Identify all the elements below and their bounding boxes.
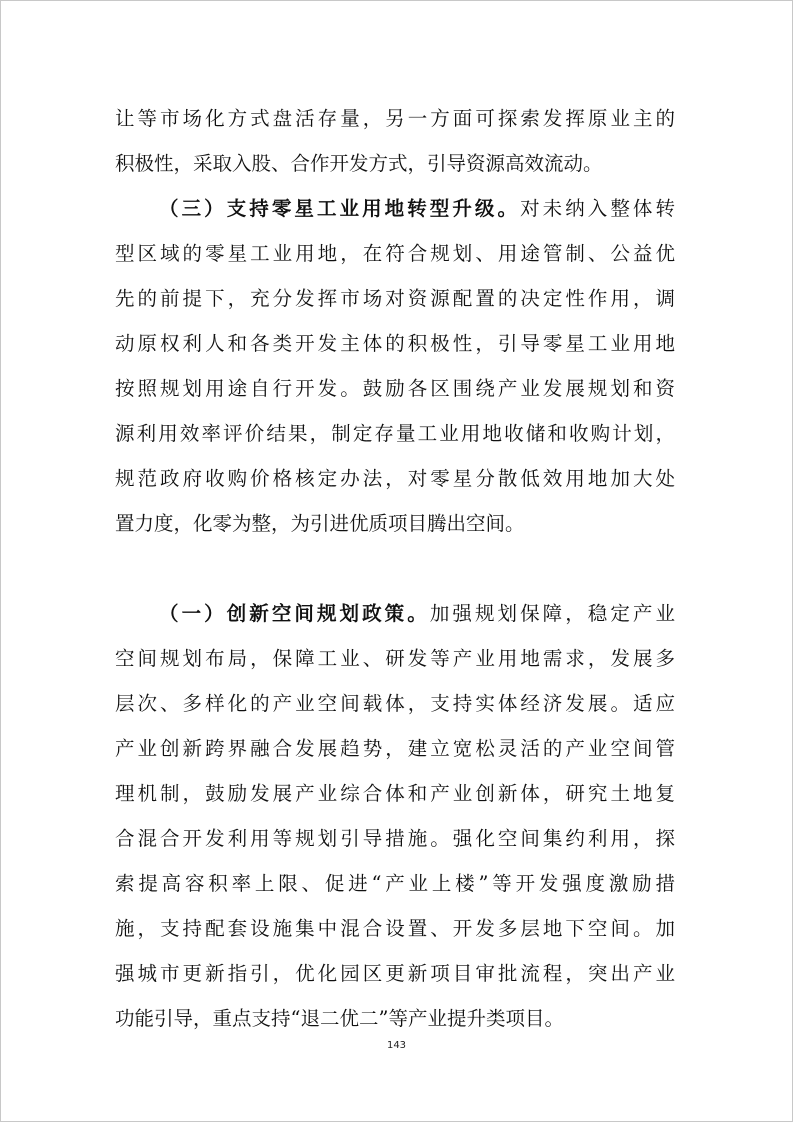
text-run: 加强规划保障，稳定产业: [429, 602, 675, 625]
text-line: 积极性，采取入股、合作开发方式，引导资源高效流动。: [115, 152, 603, 175]
text-run: 对未纳入整体转: [520, 197, 675, 220]
document-body: [115, 96, 675, 1041]
text-line: 动原权利人和各类开发主体的积极性，引导零星工业用地: [115, 332, 675, 355]
paragraph-first-line: [115, 591, 675, 636]
text-line: 合混合开发利用等规划引导措施。强化空间集约利用，探: [115, 827, 675, 850]
subsection-heading: （三）支持零星工业用地转型升级。: [159, 197, 521, 220]
text-line: 先的前提下，充分发挥市场对资源配置的决定性作用，调: [115, 287, 675, 310]
text-line: 让等市场化方式盘活存量，另一方面可探索发挥原业主的: [115, 107, 675, 130]
text-line: 源利用效率评价结果，制定存量工业用地收储和收购计划，: [115, 422, 675, 445]
text-line: 理机制，鼓励发展产业综合体和产业创新体，研究土地复: [115, 782, 675, 805]
subsection-heading: （一）创新空间规划政策。: [159, 602, 430, 625]
paragraph-first-line: [115, 186, 675, 231]
text-line: 产业创新跨界融合发展趋势，建立宽松灵活的产业空间管: [115, 737, 675, 760]
text-line: 置力度，化零为整，为引进优质项目腾出空间。: [115, 512, 525, 535]
section-heading: [115, 546, 675, 591]
text-line: 型区域的零星工业用地，在符合规划、用途管制、公益优: [115, 242, 675, 265]
text-line: 按照规划用途自行开发。鼓励各区围绕产业发展规划和资: [115, 377, 675, 400]
text-line: 空间规划布局，保障工业、研发等产业用地需求，发展多: [115, 647, 675, 670]
text-line: 层次、多样化的产业空间载体，支持实体经济发展。适应: [115, 692, 675, 715]
page-number: 143: [386, 1040, 407, 1051]
text-line: 施，支持配套设施集中混合设置、开发多层地下空间。加: [115, 917, 675, 940]
text-line: 规范政府收购价格核定办法，对零星分散低效用地加大处: [115, 467, 675, 490]
text-line: 强城市更新指引，优化园区更新项目审批流程，突出产业: [115, 962, 675, 985]
text-line: 索提高容积率上限、促进“产业上楼”等开发强度激励措: [115, 872, 675, 895]
text-line: 功能引导，重点支持“退二优二”等产业提升类项目。: [115, 1007, 564, 1030]
